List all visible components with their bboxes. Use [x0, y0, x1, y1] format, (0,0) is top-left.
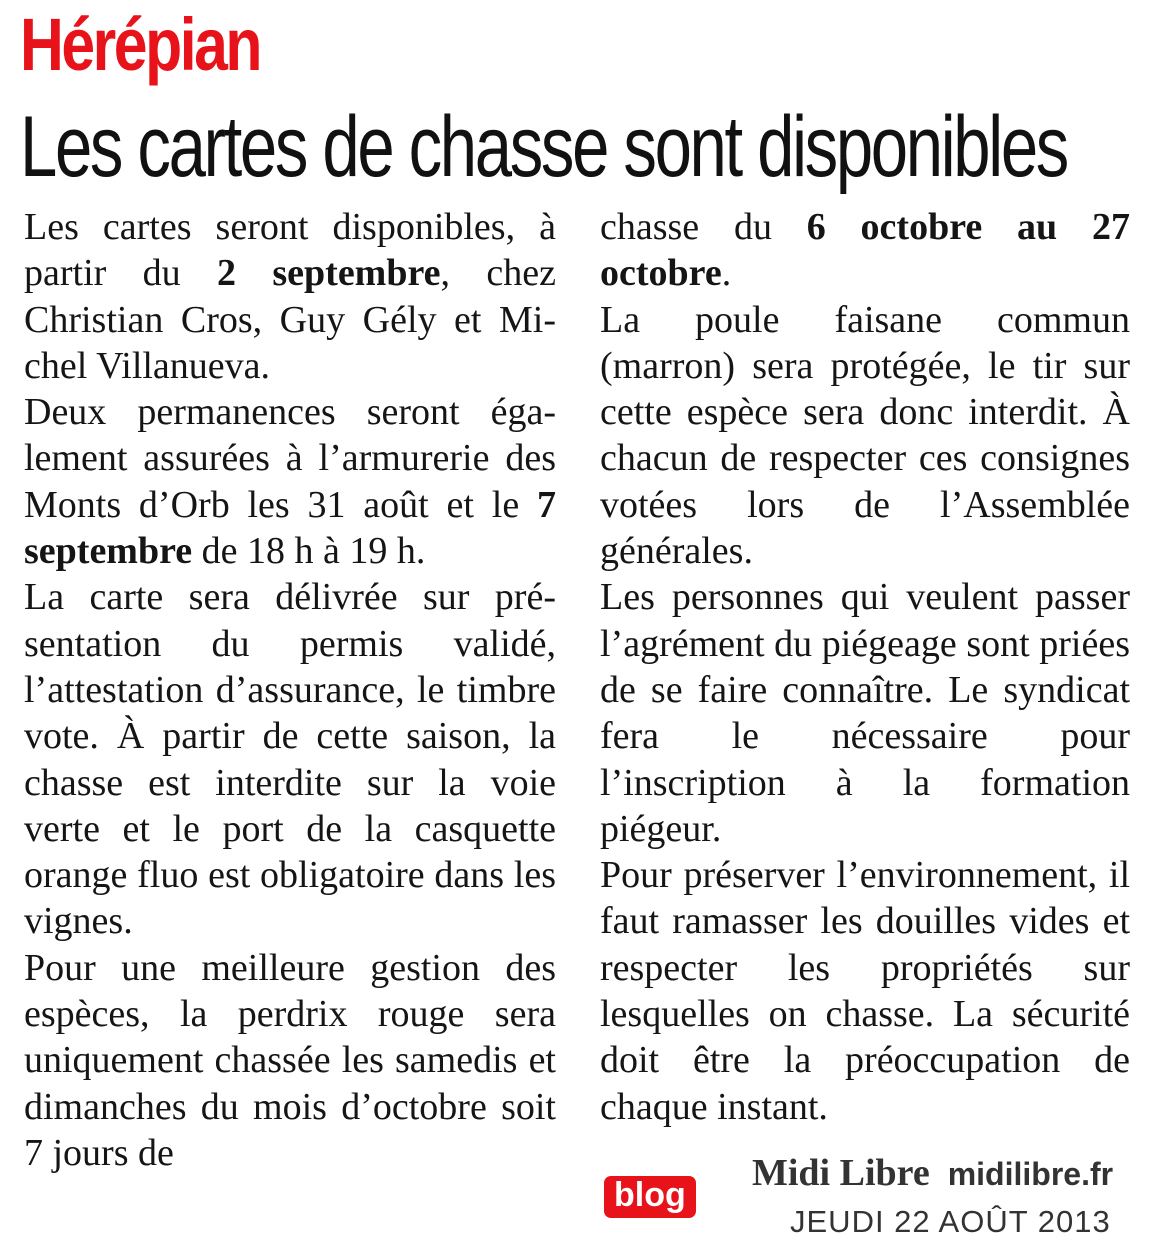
article-headline: Les cartes de chasse sont disponibles	[20, 99, 1068, 195]
paragraph-2: Deux permanences seront également assurées à l’armurerie des Monts d’Orb les 31 août et le 7 septembre de 18 h à 19 h.	[24, 391, 556, 573]
paragraph-3: La carte sera délivrée sur présentation du permis validé, l’attestation d’assurance, le timbre vote. À partir de cette saison, la chasse est interdite sur la voie verte et le port de la casquette orange fluo est obligatoire dans les vignes.	[24, 576, 556, 943]
paragraph-1: Les cartes seront disponibles, à partir du 2 septembre, chez Christian Cros, Guy Gély et Michel Villanueva.	[24, 206, 556, 387]
paragraph-5: chasse du 6 octobre au 27 octobre.	[600, 206, 1130, 295]
paragraph-4: Pour une meilleure gestion des espèces, la perdrix rouge sera uniquement chassée les samedis et dimanches du mois d’octobre soit 7 jours de	[24, 946, 556, 1174]
blog-badge: blog	[604, 1176, 696, 1218]
paragraph-7: Les personnes qui veulent passer l’agrément du piégeage sont priées de se faire connaître. Le syndicat fera le nécessaire pour l’inscription à la formation piégeur.	[600, 576, 1130, 850]
paragraph-6: La poule faisane commun (marron) sera protégée, le tir sur cette espèce sera donc interdit. À chacun de respecter ces consignes votées lors de l’Assemblée générales.	[600, 298, 1130, 573]
article-column-left	[24, 204, 556, 1176]
midi-libre-logo: Midi Libre	[752, 1152, 930, 1194]
source-credit	[752, 1154, 1113, 1192]
publication-date: JEUDI 22 AOÛT 2013	[790, 1204, 1111, 1239]
location-kicker: Hérépian	[20, 3, 260, 86]
source-website: midilibre.fr	[947, 1156, 1114, 1192]
paragraph-8: Pour préserver l’environnement, il faut ramasser les douilles vides et respecter les propriétés sur lesquelles on chasse. La sécurité doit être la préoccupation de chaque instant.	[600, 854, 1130, 1128]
article-column-right	[600, 204, 1130, 1130]
